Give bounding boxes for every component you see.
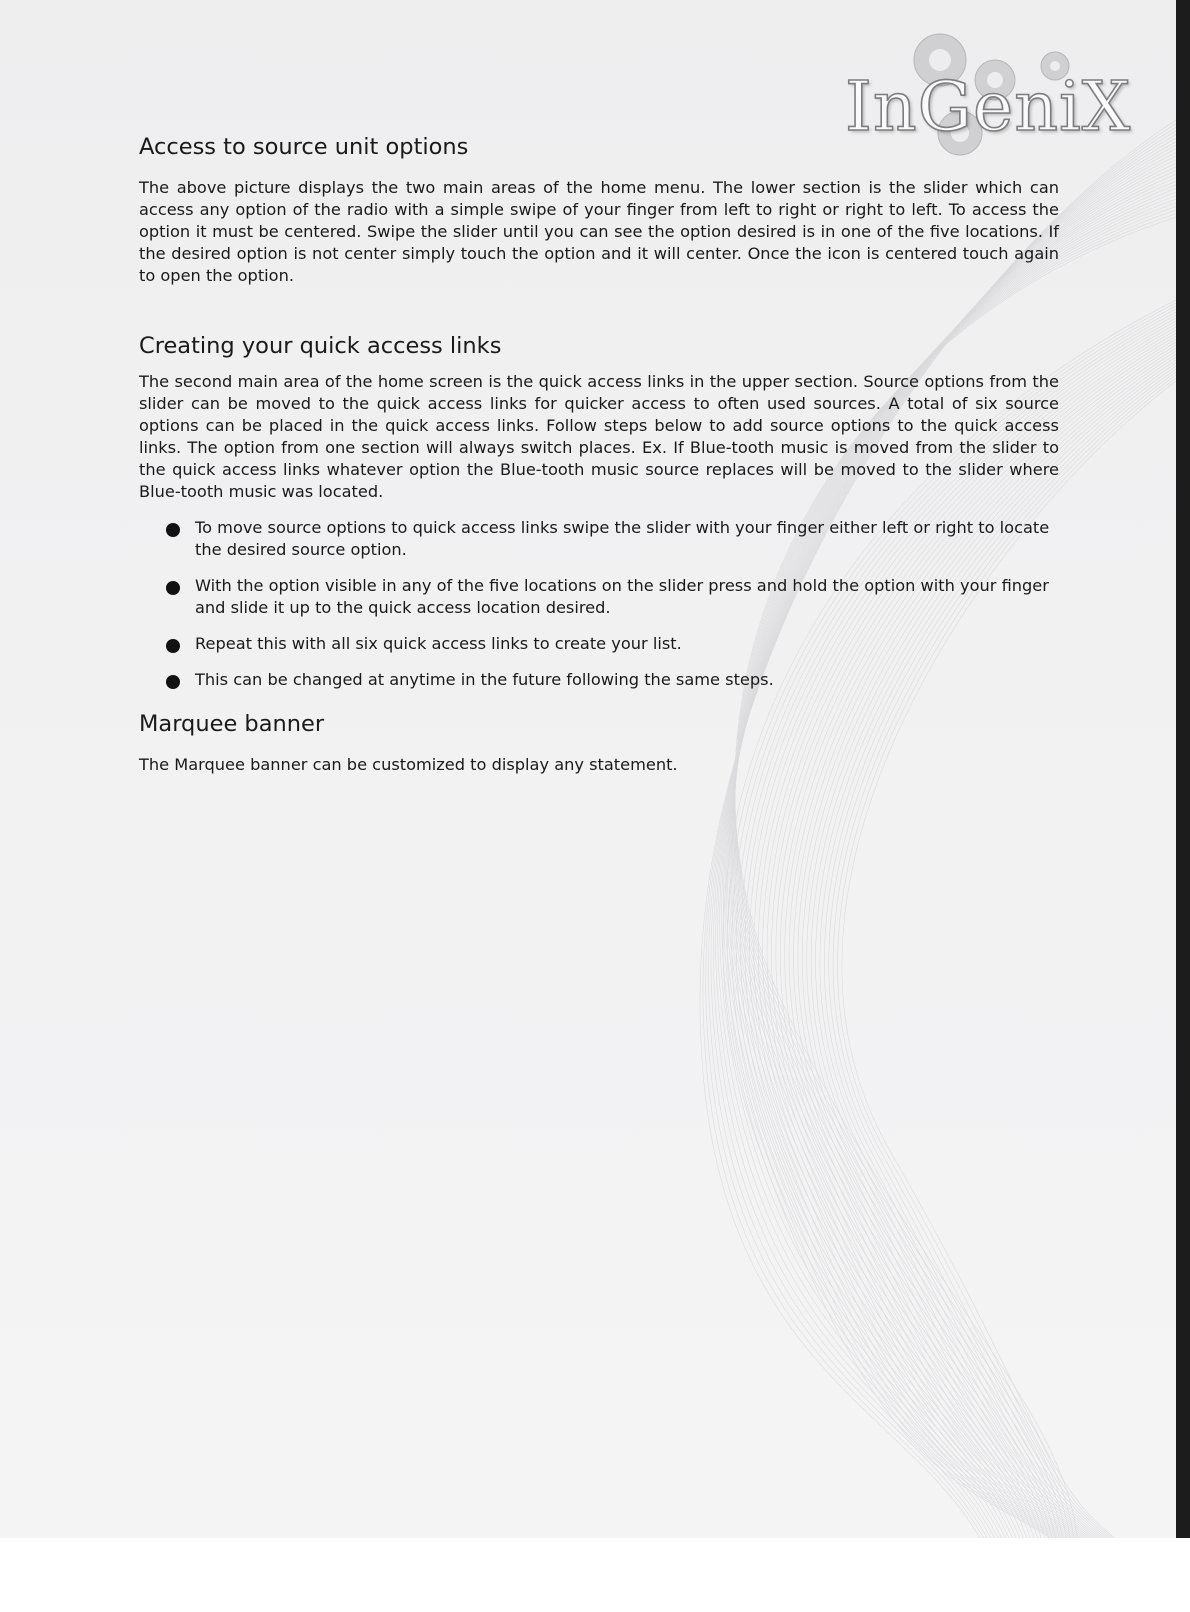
logo-wordmark: InGeniX <box>845 68 1132 147</box>
list-item <box>139 517 1059 561</box>
list-item-text: Repeat this with all six quick access links to create your list. <box>195 634 682 653</box>
section-heading-quick-access-links: Creating your quick access links <box>139 333 502 359</box>
list-item <box>139 575 1059 619</box>
section-paragraph-quick-access-links: The second main area of the home screen is the quick access links in the upper section. Source options from the slider can be moved to the quick access links for quicker access to often used sources. A total of six source options can be placed in the quick access links. Follow steps below to add source options to the quick access links. The option from one section will always switch places. Ex. If Blue-tooth music is moved from the slider to the quick access links whatever option the Blue-tooth music source replaces will be moved to the slider where Blue-tooth music was located. <box>139 372 1059 501</box>
bullet-icon <box>166 639 180 653</box>
list-item <box>139 633 1059 655</box>
section-heading-access-source-options: Access to source unit options <box>139 134 469 160</box>
page-edge-bar <box>1176 0 1190 1538</box>
section-paragraph-marquee-banner: The Marquee banner can be customized to display any statement. <box>139 755 678 774</box>
section-paragraph-access-source-options: The above picture displays the two main areas of the home menu. The lower section is the slider which can access any option of the radio with a simple swipe of your finger from left to right or right to left. To access the option it must be centered. Swipe the slider until you can see the option desired is in one of the five locations. If the desired option is not center simply touch the option and it will center. Once the icon is centered touch again to open the option. <box>139 178 1059 285</box>
bullet-icon <box>166 523 180 537</box>
bullet-icon <box>166 581 180 595</box>
list-item-text: To move source options to quick access links swipe the slider with your finger either left or right to locate the desired source option. <box>195 518 1050 559</box>
list-item-text: This can be changed at anytime in the future following the same steps. <box>195 670 774 689</box>
quick-access-steps-list <box>139 517 1059 691</box>
section-heading-marquee-banner: Marquee banner <box>139 711 325 737</box>
main-content <box>139 130 1059 776</box>
list-item-text: With the option visible in any of the five locations on the slider press and hold the option with your finger and slide it up to the quick access location desired. <box>195 576 1049 617</box>
bullet-icon <box>166 675 180 689</box>
list-item <box>139 669 1059 691</box>
